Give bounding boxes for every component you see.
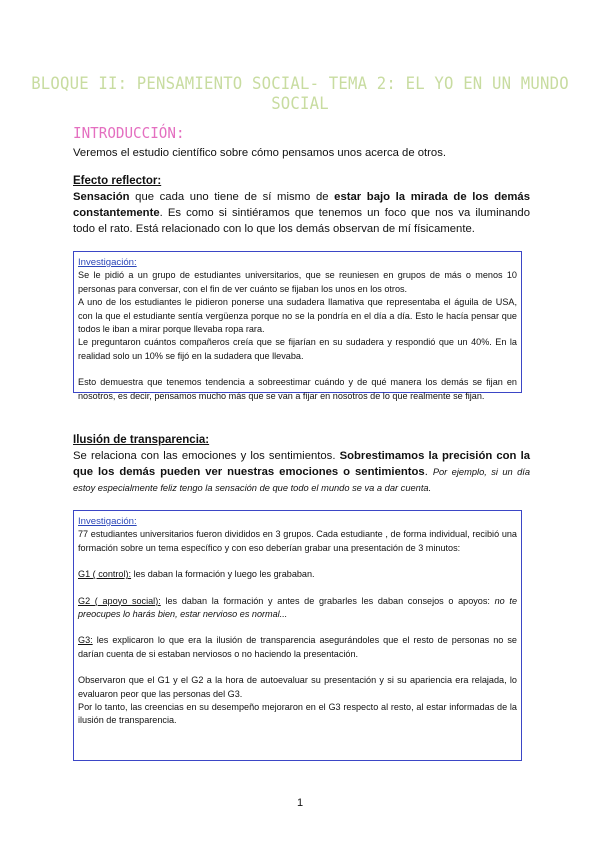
subheading-ilusion-transparencia: Ilusión de transparencia: <box>73 434 210 446</box>
transparency-text-a: Se relaciona con las emociones y los sentimientos. <box>73 450 340 462</box>
investigation-label: Investigación: <box>78 257 137 268</box>
transparency-example: Por ejemplo, si un día estoy especialmente feliz tengo la sensación de que todo el mundo se va a dar cuenta. <box>73 467 531 493</box>
reflector-text-a: que cada uno tiene de sí mismo de <box>129 191 335 203</box>
reflector-text-b: . Es como si sintiéramos que tenemos un foco que nos va iluminando todo el rato. Está relacionado con lo que los demás observan de mí físicamente. <box>73 207 530 235</box>
investigation-label: Investigación: <box>78 516 137 527</box>
group-2-quote: no te preocupes lo harás bien, estar nervioso es normal... <box>78 595 517 620</box>
transparency-text-b: . <box>424 466 433 478</box>
reflector-paragraph <box>73 189 530 237</box>
investigation-box-1 <box>73 251 522 401</box>
transparency-bold: Sobrestimamos la precisión con la que los demás pueden ver nuestras emociones o sentimientos <box>73 450 530 478</box>
reflector-bold: estar bajo la mirada de los demás constantemente <box>73 191 530 219</box>
page-number: 1 <box>296 797 304 809</box>
investigation-1-p1: Se le pidió a un grupo de estudiantes universitarios, que se reuniesen en grupos de más o menos 10 personas para conversar, con el fin de ver cuánto se fijaban los unos en los otros. <box>78 270 517 294</box>
investigation-2-p6: Por lo tanto, las creencias en su desempeño mejoraron en el G3 respecto al resto, al estar informadas de la ilusión de transparencia. <box>78 702 517 726</box>
investigation-2-p5: Observaron que el G1 y el G2 a la hora de autoevaluar su presentación y si su apariencia era relajada, lo evaluaron peor que las personas del G3. <box>78 675 517 699</box>
transparency-paragraph <box>73 448 530 496</box>
intro-paragraph: Veremos el estudio científico sobre cómo pensamos unos acerca de otros. <box>73 147 446 159</box>
group-3-label: G3: <box>78 635 93 646</box>
group-1-label: G1 ( control): <box>78 569 132 580</box>
group-2-description <box>78 595 517 622</box>
subheading-efecto-reflector: Efecto reflector: <box>73 175 162 187</box>
page-title: BLOQUE II: PENSAMIENTO SOCIAL- TEMA 2: EL YO EN UN MUNDO SOCIAL <box>31 74 569 114</box>
investigation-1-p2: A uno de los estudiantes le pidieron ponerse una sudadera llamativa que representaba el águila de USA, con la que el estudiante sentía vergüenza porque no se la pondría en el día a día. Esto le hacía pensar que todos le iban a mirar porque llevaba ropa rara. <box>78 297 517 335</box>
investigation-1-p3: Le preguntaron cuántos compañeros creía que se fijarían en su sudadera y respondió que un 40%. En la realidad solo un 10% se fijó en la sudadera que llevaba. <box>78 337 517 361</box>
section-heading-introduccion: INTRODUCCIÓN: <box>73 124 185 142</box>
investigation-2-p1: 77 estudiantes universitarios fueron divididos en 3 grupos. Cada estudiante , de forma individual, recibió una formación sobre un tema específico y con eso deberían grabar una presentación de 3 minutos: <box>78 529 517 553</box>
group-1-description <box>78 568 517 581</box>
investigation-box-2 <box>73 510 522 761</box>
group-2-label: G2 ( apoyo social): <box>78 595 161 606</box>
investigation-1-p4: Esto demuestra que tenemos tendencia a sobreestimar cuándo y de qué manera los demás se fijan en nosotros, es decir, pensamos mucho más que se van a fijar en nosotros de lo que realmente se fijan. <box>78 377 517 401</box>
group-1-text: les daban la formación y luego les grababan. <box>131 569 315 580</box>
group-2-text: les daban la formación y antes de grabarles les daban consejos o apoyos: <box>160 595 495 606</box>
group-3-description <box>78 634 517 661</box>
reflector-term: Sensación <box>73 191 130 203</box>
group-3-text: les explicaron lo que era la ilusión de transparencia asegurándoles que el resto de personas no se darían cuenta de si estaban nerviosos o no haciendo la presentación. <box>78 635 517 659</box>
